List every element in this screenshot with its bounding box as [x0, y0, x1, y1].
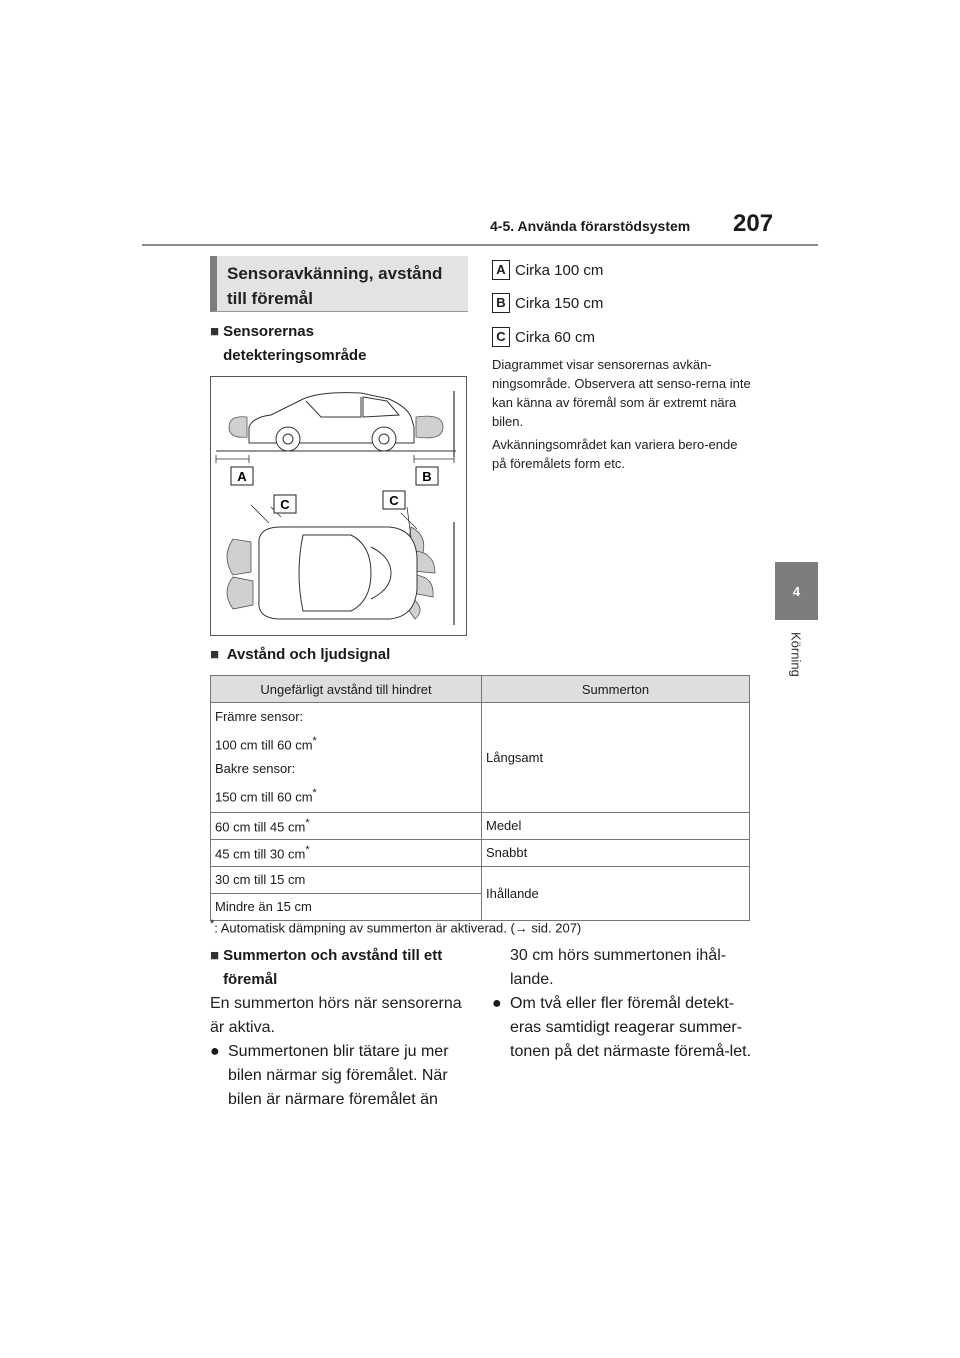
legend-item-b — [492, 292, 603, 314]
legend-text-b: Cirka 150 cm — [515, 294, 604, 312]
legend-text-a: Cirka 100 cm — [515, 261, 604, 279]
car-top-view — [259, 527, 417, 619]
row2-distance: 60 cm till 45 cm — [215, 819, 306, 835]
diagram-label-c-right: C — [389, 493, 399, 508]
table-row — [211, 703, 750, 813]
tone-heading — [210, 944, 470, 992]
row2-tone: Medel — [482, 812, 750, 839]
tone-heading-text: Summerton och avstånd till ett föremål — [223, 947, 443, 988]
legend-tag-a: A — [492, 260, 510, 280]
car-side-view — [249, 393, 414, 451]
diagram-label-b: B — [422, 469, 432, 484]
bullet-dot-icon: ● — [210, 1043, 220, 1060]
tone-bullet-1-text: Summertonen blir tätare ju mer bilen närmar sig föremålet. När bilen är närmare föremålet än — [228, 1043, 449, 1108]
row1-tone: Långsamt — [482, 703, 750, 813]
distance-table — [210, 675, 750, 921]
footnote — [210, 918, 581, 935]
sensor-diagram — [210, 376, 467, 636]
chapter-label: Körning — [788, 632, 804, 677]
legend-tag-c: C — [492, 327, 510, 347]
square-bullet-icon: ■ — [210, 646, 220, 663]
column-header-distance: Ungefärligt avstånd till hindret — [211, 676, 482, 703]
row1-line3: Bakre sensor: — [215, 761, 296, 777]
row3-distance: 45 cm till 30 cm — [215, 846, 306, 862]
diagram-note-1: Diagrammet visar sensorernas avkän-ningsområde. Observera att senso-rerna inte kan känna av föremål som är extremt nära bilen. — [492, 357, 751, 429]
diagram-note-2: Avkänningsområdet kan variera bero-ende på föremålets form etc. — [492, 437, 738, 471]
diagram-label-c-left: C — [280, 497, 290, 512]
footnote-asterisk: * — [210, 918, 215, 930]
sensor-diagram-svg — [211, 377, 466, 635]
chapter-tab[interactable]: 4 — [775, 562, 818, 620]
square-bullet-icon: ■ — [210, 323, 220, 340]
tone-bullet-1-continued: 30 cm hörs summertonen ihål-lande. — [510, 947, 727, 988]
legend-tag-b: B — [492, 293, 510, 313]
diagram-label-a: A — [237, 469, 247, 484]
legend-item-a — [492, 259, 603, 281]
row4-distance: 30 cm till 15 cm — [211, 866, 482, 893]
section-title: Sensoravkänning, avstånd till föremål — [210, 256, 468, 312]
tone-intro: En summerton hörs när sensorerna är aktiva. — [210, 995, 462, 1036]
row1-line4: 150 cm till 60 cm — [215, 789, 313, 805]
row3-tone: Snabbt — [482, 839, 750, 866]
detection-heading-text: Sensorernas detekteringsområde — [223, 323, 367, 364]
tone-bullet-2 — [492, 992, 754, 1064]
asterisk-mark: * — [312, 735, 317, 747]
asterisk-mark: * — [312, 787, 317, 800]
row4-tone: Ihållande — [482, 866, 750, 920]
table-row — [211, 812, 750, 839]
asterisk-mark: * — [305, 816, 310, 829]
header-rule — [142, 244, 818, 246]
row1-line1: Främre sensor: — [215, 709, 304, 724]
asterisk-mark: * — [305, 843, 310, 856]
distance-heading-text: Avstånd och ljudsignal — [226, 646, 391, 663]
footnote-text: : Automatisk dämpning av summerton är aktiverad. (→ sid. 207) — [214, 920, 582, 936]
distance-heading — [210, 643, 390, 667]
tone-bullet-2-text: Om två eller fler föremål detekt-eras samtidigt reagerar summer-tonen på det närmaste föremå-let. — [510, 995, 752, 1060]
table-row — [211, 866, 750, 893]
column-header-tone: Summerton — [482, 676, 750, 703]
header-section-title: 4-5. Använda förarstödsystem — [490, 218, 691, 234]
bullet-dot-icon: ● — [492, 995, 502, 1012]
square-bullet-icon: ■ — [210, 947, 220, 964]
page-number: 207 — [733, 210, 774, 237]
row5-distance: Mindre än 15 cm — [211, 893, 482, 920]
table-row — [211, 839, 750, 866]
row1-line2: 100 cm till 60 cm — [215, 737, 313, 753]
legend-text-c: Cirka 60 cm — [515, 328, 596, 346]
legend-item-c — [492, 326, 595, 348]
tone-bullet-1 — [210, 1040, 470, 1112]
detection-heading — [210, 320, 460, 368]
